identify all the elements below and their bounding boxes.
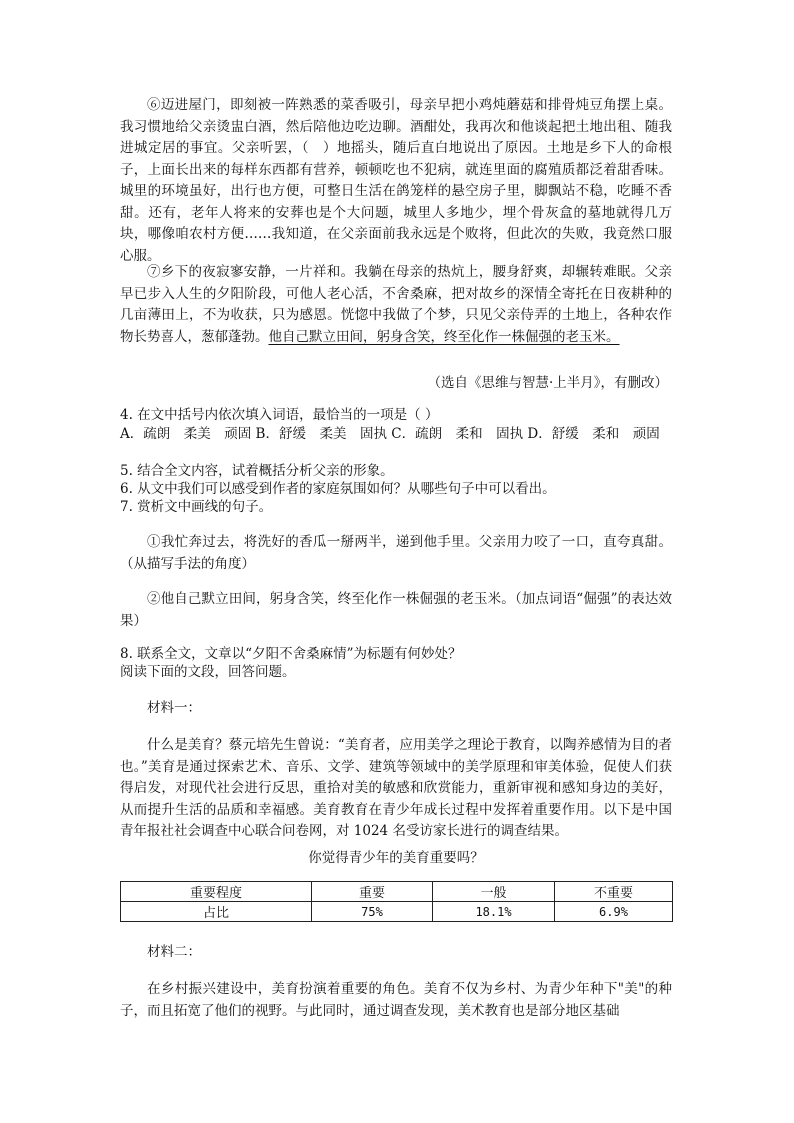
question-7-sub-1: ①我忙奔过去，将洗好的香瓜一掰两半，递到他手里。父亲用力咬了一口，直夸真甜。（从描写手法的角度）: [120, 534, 672, 572]
table-cell: 75%: [312, 902, 433, 922]
material-1-heading: 材料一：: [147, 700, 201, 716]
material-1-text: 什么是美育？蔡元培先生曾说：“美育者，应用美学之理论于教育，以陶养感情为目的者也。”美育是通过探索艺术、音乐、文学、建筑等领域中的美学原理和审美体验，促使人们获得启发，对现代社会进行反思，重拾对美的敏感和欣赏能力，重新审视和感知身边的美好，从而提升生活的品质和幸福感。美育教育在青少年成长过程中发挥着重要作用。以下是中国青年报社社会调查中心联合问卷网，对 1024 名受访家长进行的调查结果。: [120, 737, 672, 839]
reading-intro: 阅读下面的文段，回答问题。: [120, 664, 296, 680]
table-cell: 18.1%: [433, 902, 555, 922]
source-citation: （选自《思维与智慧·上半月》，有删改）: [427, 375, 668, 391]
paragraph-6: ⑥迈进屋门，即刻被一阵熟悉的菜香吸引，母亲早把小鸡炖蘑菇和排骨炖豆角摆上桌。我习惯地给父亲烫盅白酒，然后陪他边吃边聊。酒酣处，我再次和他谈起把土地出租、随我进城定居的事宜。父亲听罢，（ ）地摇头，随后直白地说出了原因。土地是乡下人的命根子，上面长出来的每样东西都有营养，顿顿吃也不犯病，就连里面的腐殖质都泛着甜香味。城里的环境虽好，出行也方便，可整日生活在鸽笼样的悬空房子里，脚飘站不稳，吃睡不香甜。还有，老年人将来的安葬也是个大问题，城里人多地少，埋个骨灰盒的墓地就得几万块，哪像咱农村方便……我知道，在父亲面前我永远是个败将，但此次的失败，我竟然口服心服。: [120, 97, 673, 264]
table-header-row: [121, 882, 673, 902]
table-cell: 占比: [121, 902, 312, 922]
table-row: [121, 902, 673, 922]
table-cell: 一般: [433, 882, 555, 902]
material-2-text: 在乡村振兴建设中，美育扮演着重要的角色。美育不仅为乡村、为青少年种下"美"的种子，而且拓宽了他们的视野。与此同时，通过调查发现，美术教育也是部分地区基础: [120, 981, 672, 1019]
table-cell: 不重要: [555, 882, 673, 902]
table-cell: 重要程度: [121, 882, 312, 902]
table-cell: 6.9%: [555, 902, 673, 922]
question-7-sub-2: ②他自己默立田间，躬身含笑，终至化作一株倔强的老玉米。（加点词语“倔强”的表达效果）: [120, 591, 672, 629]
question-7: 7. 赏析文中画线的句子。: [120, 499, 273, 515]
material-2-heading: 材料二：: [147, 944, 201, 960]
paragraph-7: ⑦乡下的夜寂寥安静，一片祥和。我躺在母亲的热炕上，腰身舒爽，却辗转难眠。父亲早已步入人生的夕阳阶段，可他人老心活，不舍桑麻，把对故乡的深情全寄托在日夜耕种的几亩薄田上，不为收获，只为感恩。恍惚中我做了个梦，只见父亲侍弄的土地上，各种农作物长势喜人，葱郁蓬勃。他自己默立田间，躬身含笑，终至化作一株倔强的老玉米。: [120, 264, 672, 345]
survey-title: 你觉得青少年的美育重要吗？: [308, 850, 484, 866]
question-8: 8. 联系全文，文章以“夕阳不舍桑麻情”为标题有何妙处？: [120, 646, 462, 662]
question-5: 5. 结合全文内容，试着概括分析父亲的形象。: [120, 463, 394, 479]
survey-table: [120, 881, 673, 922]
question-6: 6. 从文中我们可以感受到作者的家庭氛围如何？从哪些句子中可以看出。: [120, 481, 556, 497]
underlined-sentence: 他自己默立田间，躬身含笑，终至化作一株倔强的老玉米。: [268, 328, 620, 345]
table-cell: 重要: [312, 882, 433, 902]
question-4-options: A．疏朗 柔美 顽固 B．舒缓 柔美 固执 C．疏朗 柔和 固执 D．舒缓 柔和 顽固: [120, 426, 660, 442]
question-4: 4. 在文中括号内依次填入词语，最恰当的一项是（ ）: [120, 407, 439, 423]
